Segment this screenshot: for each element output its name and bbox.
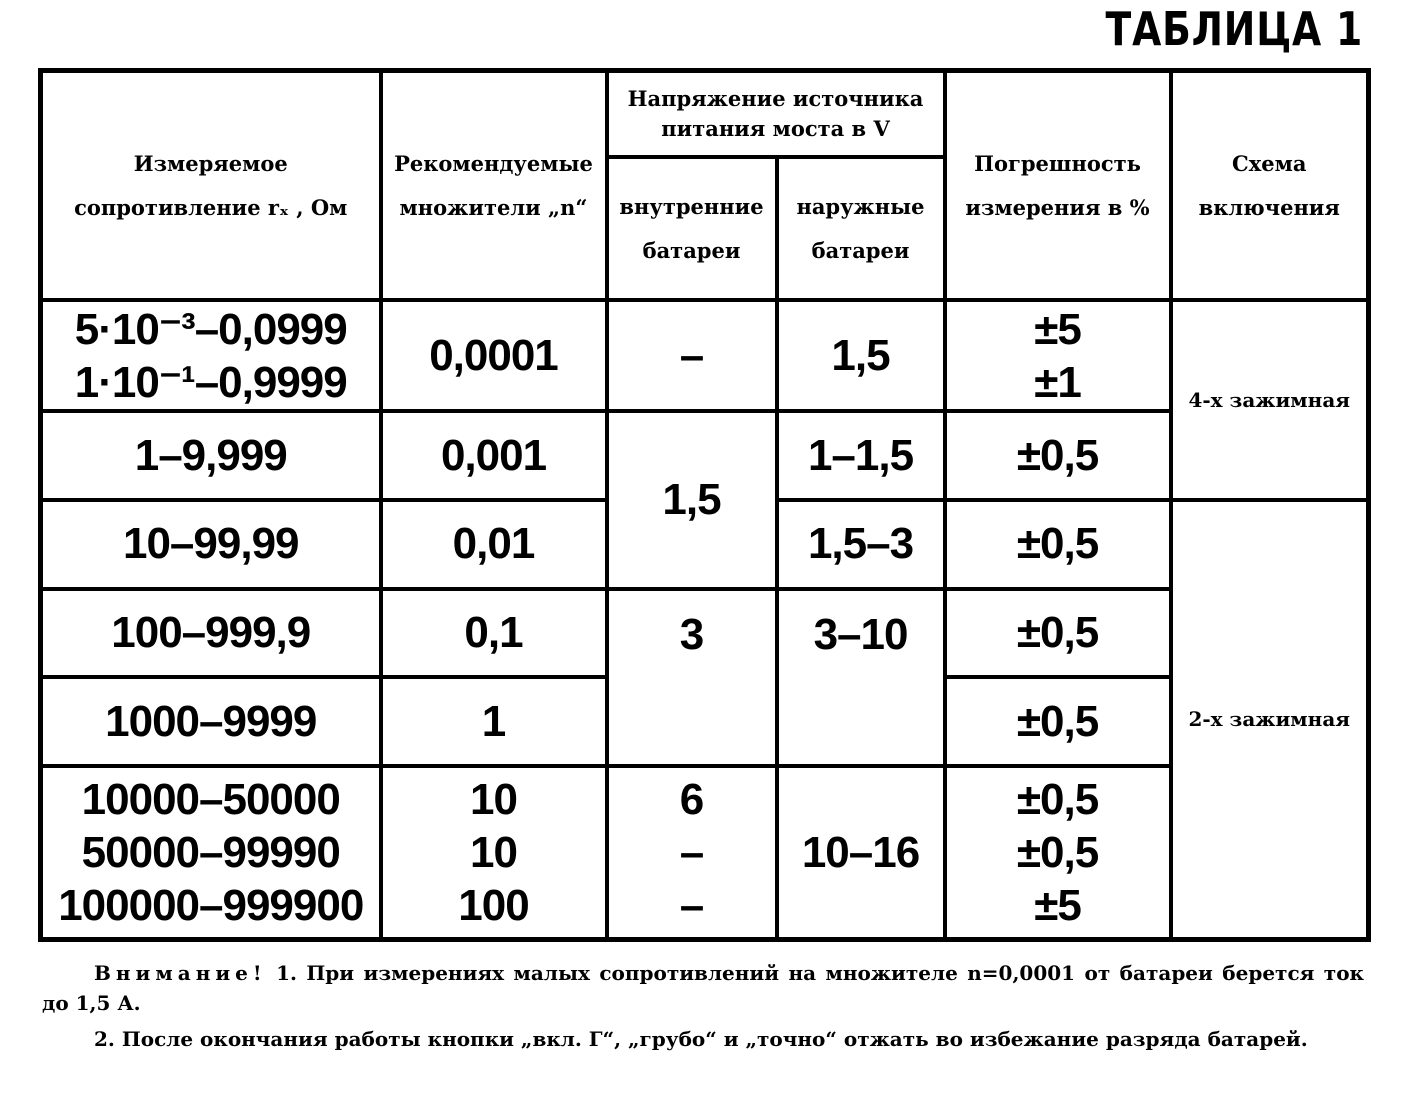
- resistance-cell: 5·10⁻³–0,0999 1·10⁻¹–0,9999: [41, 300, 381, 411]
- footnote-2: 2. После окончания работы кнопки „вкл. Г“, „грубо“ и „точно“ отжать во избежание разряда батарей.: [94, 1027, 1308, 1051]
- error-cell: ±0,5: [945, 677, 1171, 766]
- external-voltage-cell: 1,5: [777, 300, 945, 411]
- multiplier-cell: 1: [381, 677, 607, 766]
- resistance-cell: 1–9,999: [41, 411, 381, 500]
- header-scheme: Схема включения: [1171, 71, 1369, 301]
- external-voltage-cell: 1–1,5: [777, 411, 945, 500]
- scheme-cell-four-clamp: 4-х зажимная: [1171, 300, 1369, 500]
- internal-voltage-cell: 3: [607, 589, 777, 766]
- error-cell: ±0,5 ±0,5 ±5: [945, 766, 1171, 939]
- external-voltage-cell: 10–16: [777, 766, 945, 939]
- internal-voltage-cell: –: [607, 300, 777, 411]
- page-title: ТАБЛИЦА 1: [1105, 2, 1363, 56]
- header-internal-batteries: внутренние батареи: [607, 157, 777, 300]
- resistance-table: [38, 68, 1371, 942]
- resistance-cell: 1000–9999: [41, 677, 381, 766]
- attention-label: Внимание!: [94, 961, 267, 985]
- table-row: [41, 300, 1369, 411]
- resistance-cell: 100–999,9: [41, 589, 381, 678]
- internal-voltage-cell: 6 – –: [607, 766, 777, 939]
- error-cell: ±5 ±1: [945, 300, 1171, 411]
- table-row: [41, 589, 1369, 678]
- footnote-1: [42, 958, 1364, 1018]
- internal-voltage-cell: 1,5: [607, 411, 777, 588]
- header-external-batteries: наружные батареи: [777, 157, 945, 300]
- table-row: [41, 766, 1369, 939]
- multiplier-cell: 0,0001: [381, 300, 607, 411]
- resistance-cell: 10–99,99: [41, 500, 381, 589]
- multiplier-cell: 0,1: [381, 589, 607, 678]
- error-cell: ±0,5: [945, 411, 1171, 500]
- multiplier-cell: 10 10 100: [381, 766, 607, 939]
- resistance-cell: 10000–50000 50000–99990 100000–999900: [41, 766, 381, 939]
- header-voltage-group: Напряжение источника питания моста в V: [607, 71, 945, 158]
- header-multipliers: Рекомендуемые множители „n“: [381, 71, 607, 301]
- error-cell: ±0,5: [945, 589, 1171, 678]
- multiplier-cell: 0,001: [381, 411, 607, 500]
- error-cell: ±0,5: [945, 500, 1171, 589]
- scheme-cell-two-clamp: 2-х зажимная: [1171, 500, 1369, 940]
- table-row: [41, 411, 1369, 500]
- header-resistance: Измеряемое сопротивление rₓ , Ом: [41, 71, 381, 301]
- external-voltage-cell: 1,5–3: [777, 500, 945, 589]
- external-voltage-cell: 3–10: [777, 589, 945, 766]
- footnotes: [42, 958, 1364, 1060]
- header-error: Погрешность измерения в %: [945, 71, 1171, 301]
- multiplier-cell: 0,01: [381, 500, 607, 589]
- footnote-1-text: 1. При измерениях малых сопротивлений на множителе n=0,0001 от батареи берется ток до 1,5 А.: [42, 961, 1364, 1015]
